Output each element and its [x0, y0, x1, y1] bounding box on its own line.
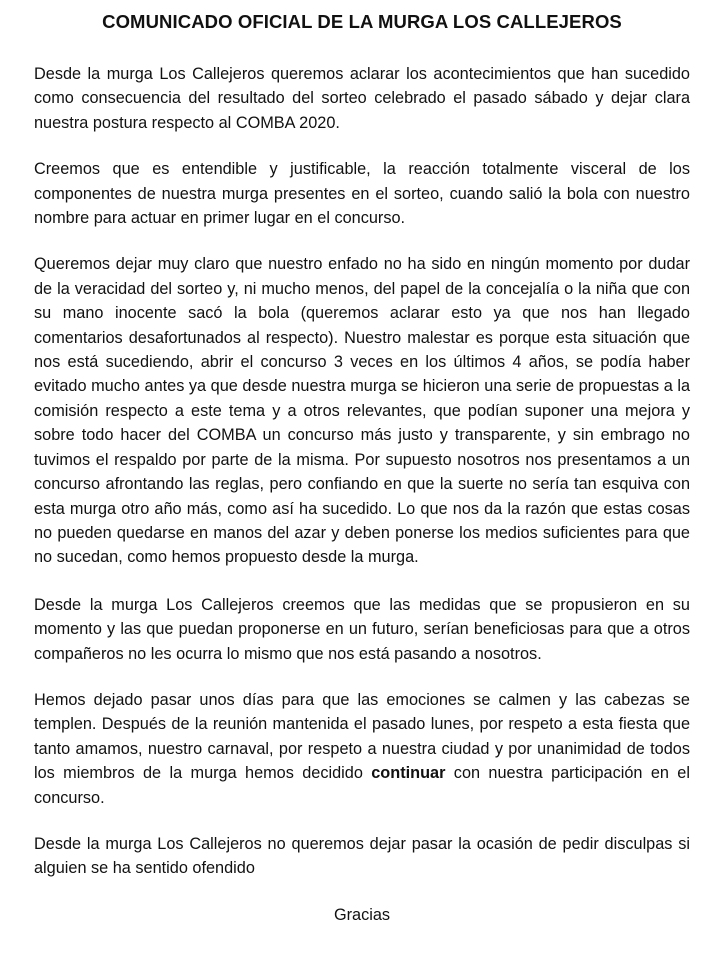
- closing-text: Gracias: [333, 905, 391, 924]
- paragraph-5-emphasis: continuar: [371, 764, 446, 783]
- paragraph-5: [34, 688, 690, 810]
- paragraph-5-text-before: Hemos dejado pasar unos días para que las emociones se calmen y las cabezas se templen. Después de la reunión mantenida el pasado lunes, por respeto a esta fiesta que tanto amamos, nuestro carnaval, por respeto a nuestra ciudad y por unanimidad de todos los miembros de la murga hemos decidido: [34, 690, 690, 783]
- paragraph-6: Desde la murga Los Callejeros no queremos dejar pasar la ocasión de pedir disculpas si alguien se ha sentido ofendido: [34, 834, 690, 878]
- paragraph-1: Desde la murga Los Callejeros queremos aclarar los acontecimientos que han sucedido como consecuencia del resultado del sorteo celebrado el pasado sábado y dejar clara nuestra postura respecto al COMBA 2020.: [34, 65, 690, 132]
- paragraph-5-text-after: con nuestra participación en el concurso.: [34, 764, 690, 807]
- paragraph-3: Queremos dejar muy claro que nuestro enfado no ha sido en ningún momento por dudar de la veracidad del sorteo y, ni mucho menos, del papel de la concejalía o la niña que con su mano inocente sacó la bola (queremos aclarar esto ya que nos han llegado comentarios desafortunados al respecto). Nuestro malestar es porque esta situación que nos está sucediendo, abrir el concurso 3 veces en los últimos 4 años, se podía haber evitado mucho antes ya que desde nuestra murga se hicieron una serie de propuestas a la comisión respecto a este tema y a otros relevantes, que podían suponer una mejora y sobre todo hacer del COMBA un concurso más justo y transparente, y sin embrago no tuvimos el respaldo por parte de la misma. Por supuesto nosotros nos presentamos a un concurso afrontando las reglas, pero confiando en que la suerte no sería tan esquiva con esta murga otro año más, como así ha sucedido. Lo que nos da la razón que estas cosas no pueden quedarse en manos del azar y deben ponerse los medios suficientes para que no sucedan, como hemos propuesto desde la murga.: [34, 255, 690, 567]
- document-title: COMUNICADO OFICIAL DE LA MURGA LOS CALLEJEROS: [102, 11, 622, 32]
- paragraph-4: Desde la murga Los Callejeros creemos que las medidas que se propusieron en su momento y las que puedan proponerse en un futuro, serían beneficiosas para que a otros compañeros no les ocurra lo mismo que nos está pasando a nosotros.: [34, 595, 690, 663]
- paragraph-2: Creemos que es entendible y justificable, la reacción totalmente visceral de los componentes de nuestra murga presentes en el sorteo, cuando salió la bola con nuestro nombre para actuar en primer lugar en el concurso.: [34, 160, 690, 228]
